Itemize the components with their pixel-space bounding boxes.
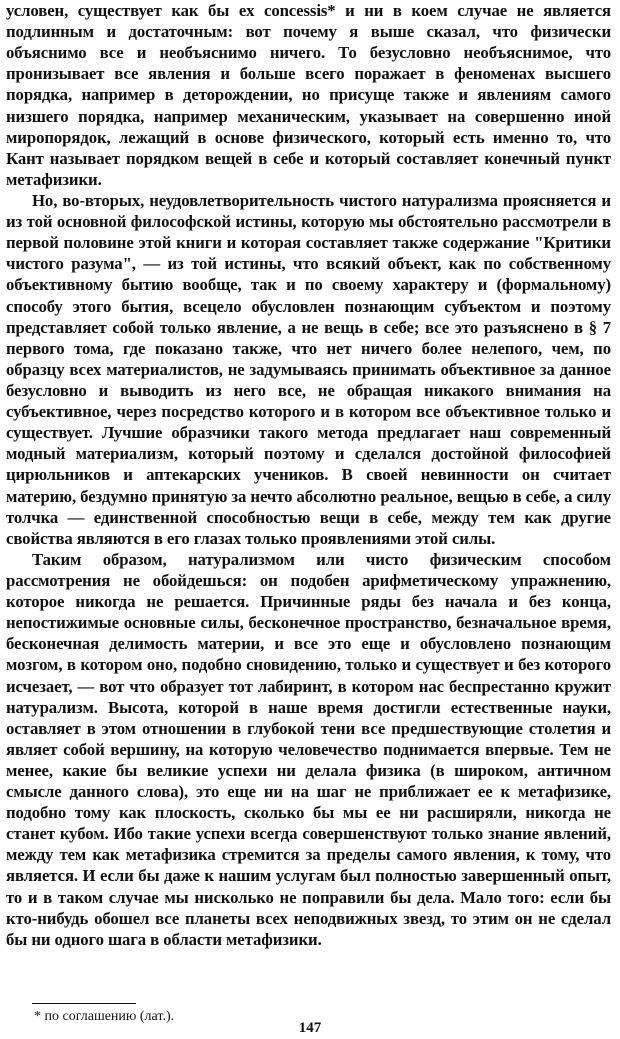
footnote-divider — [32, 1003, 136, 1004]
paragraph-2: Но, во-вторых, неудовлетворительность чистого натурализма проясняется и из той основной философской истины, которую мы обстоятельно рассмотрели в первой половине этой книги и которая составляет также содержание "Критики чистого разума", — из той истины, что всякий объект, как по собственному объективному бытию вообще, так и по своему характеру и (формальному) способу этого бытия, всецело обусловлен познающим субъектом и поэтому представляет собой только явление, а не вещь в себе; все это разъяснено в § 7 первого тома, где показано также, что нет ничего более нелепого, чем, по образцу всех материалистов, не задумываясь принимать объективное за данное безусловно и выводить из него все, не обращая никакого внимания на субъективное, через посредство которого и в котором все объективное только и существует. Лучшие образчики такого метода предлагает наш современный модный материализм, который поэтому и сделался достойной философией цирюльников и аптекарских учеников. В своей невинности он считает материю, бездумно принятую за нечто абсолютно реальное, вещью в себе, а силу толчка — единственной способностью вещи в себе, между тем как другие свойства являются в его глазах только проявлениями этой силы. — [6, 190, 611, 548]
paragraph-1: условен, существует как бы ex concessis* и ни в коем случае не является подлинным и достаточным: вот почему я выше сказал, что физически объяснимо все и необъяснимо ничего. То безусловно необъяснимое, что пронизывает все явления и больше всего поражает в феноменах высшего порядка, например в деторождении, но присуще также и явлениям самого низшего порядка, например механическим, указывает на совершенно иной миропорядок, лежащий в основе физического, который есть именно то, что Кант называет порядком вещей в себе и который составляет конечный пункт метафизики. — [6, 1, 611, 189]
body-text — [6, 0, 611, 950]
paragraph-3: Таким образом, натурализмом или чисто физическим способом рассмотрения не обойдешься: он подобен арифметическому упражнению, которое никогда не решается. Причинные ряды без начала и без конца, непостижимые основные силы, бесконечное пространство, безначальное время, бесконечная делимость материи, и все это еще и обусловлено познающим мозгом, в котором оно, подобно сновидению, только и существует и без которого исчезает, — вот что образует тот лабиринт, в котором нас беспрестанно кружит натурализм. Высота, которой в наше время достигли естественные науки, оставляет в этом отношении в глубокой тени все предшествующие столетия и являет собой вершину, на которую человечество поднимается впервые. Тем не менее, какие бы великие успехи ни делала физика (в широком, античном смысле данного слова), это еще ни на шаг не приближает ее к метафизике, подобно тому как плоскость, сколько бы мы ее ни расширяли, никогда не станет кубом. Ибо такие успехи всегда совершенствуют только знание явлений, между тем как метафизика стремится за пределы самого явления, к тому, что является. И если бы даже к нашим услугам был полностью завершенный опыт, то и в таком случае мы нисколько не поправили бы дела. Мало того: если бы кто-нибудь обошел все планеты всех неподвижных звезд, то этим он не сделал бы ни одного шага в области метафизики. — [6, 549, 611, 949]
page-number: 147 — [298, 1020, 322, 1036]
footnote: * по соглашению (лат.). — [34, 1009, 175, 1024]
